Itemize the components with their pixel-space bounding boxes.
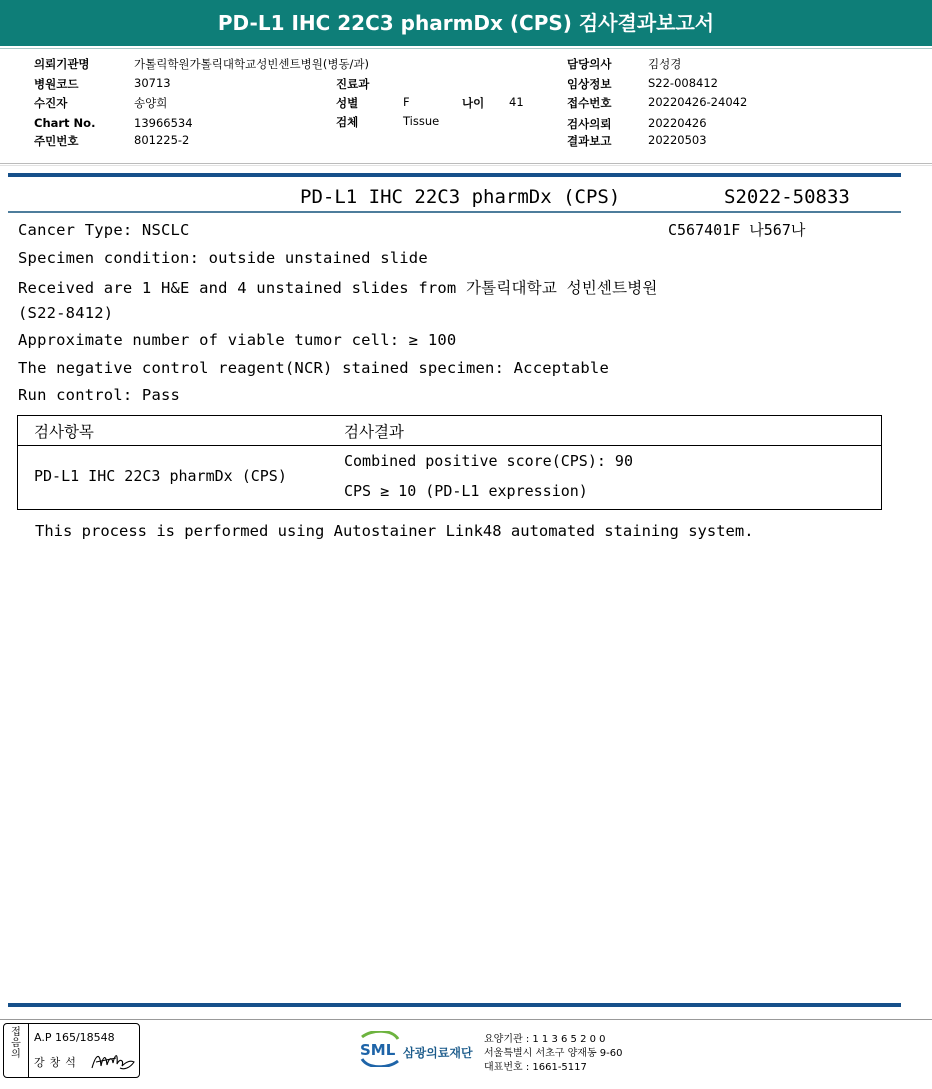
report-test-title: PD-L1 IHC 22C3 pharmDx (CPS) [300,186,621,208]
specimen-value: Tissue [403,114,440,128]
sex-label: 성별 [336,96,359,110]
institution-value: 가톨릭학원가톨릭대학교성빈센트병원(병동/과) [134,57,370,71]
pathologist-stamp [3,1023,140,1078]
tumor-cell-line: Approximate number of viable tumor cell: ≥ 100 [18,331,457,349]
signature-image [90,1048,138,1074]
request-date-value: 20220426 [648,116,707,130]
id-number-value: 801225-2 [134,133,190,147]
dept-label: 진료과 [336,77,370,91]
chart-no-label: Chart No. [34,116,96,130]
table-cell-cps: Combined positive score(CPS): 90 [344,452,633,470]
patient-info-section [0,56,932,156]
age-label: 나이 [462,96,485,110]
receipt-no-label: 접수번호 [567,96,612,110]
stamp-vertical-text: 접 음 의 [11,1027,21,1060]
clinical-info-value: S22-008412 [648,76,718,90]
divider [0,165,932,166]
report-number: S2022-50833 [724,186,850,208]
sml-logo [358,1031,402,1071]
reference-number-line: (S22-8412) [18,304,114,322]
doctor-label: 담당의사 [567,57,612,71]
stamp-doctor-name: 강창석 [34,1056,81,1069]
table-cell-expression: CPS ≥ 10 (PD-L1 expression) [344,482,588,500]
institution-label: 의뢰기관명 [34,57,90,71]
table-header-result: 검사결과 [344,423,404,441]
report-title-rule [8,211,901,213]
table-cell-item: PD-L1 IHC 22C3 pharmDx (CPS) [34,467,287,485]
sex-value: F [403,95,410,109]
report-date-label: 결과보고 [567,134,612,148]
sml-logo-mark [358,1031,402,1067]
run-control-line: Run control: Pass [18,386,181,404]
foundation-address [484,1033,623,1075]
table-header-divider [18,445,881,446]
phone-line: 대표번호 : 1661-5117 [484,1062,587,1073]
table-header-item: 검사항목 [34,423,94,441]
request-date-label: 검사의뢰 [567,117,612,131]
stamp-vertical-label [4,1024,29,1077]
report-title-bar [0,0,932,46]
divider [0,163,932,164]
patient-value: 송양희 [134,96,168,110]
report-body [0,168,932,1013]
ncr-line: The negative control reagent(NCR) stained specimen: Acceptable [18,359,609,377]
specimen-label: 검체 [336,115,359,129]
report-code: C567401F 나567나 [668,221,806,239]
institution-code: 요양기관 : 1 1 3 6 5 2 0 0 [484,1034,606,1045]
report-bottom-rule [8,1003,901,1007]
cancer-type-line: Cancer Type: NSCLC [18,221,190,239]
hospital-code-value: 30713 [134,76,171,90]
received-slides-line: Received are 1 H&E and 4 unstained slides from 가톨릭대학교 성빈센트병원 [18,279,658,297]
report-date-value: 20220503 [648,133,707,147]
page-title: PD-L1 IHC 22C3 pharmDx (CPS) 검사결과보고서 [217,11,715,35]
address-line: 서울특별시 서초구 양재동 9-60 [484,1048,623,1059]
specimen-condition-line: Specimen condition: outside unstained slide [18,249,428,267]
stamp-ap-number: A.P 165/18548 [34,1031,115,1044]
logo-mark-text: SML [360,1041,396,1059]
doctor-value: 김성경 [648,57,682,71]
footer-divider [0,1019,932,1020]
patient-label: 수진자 [34,96,68,110]
receipt-no-value: 20220426-24042 [648,95,748,109]
chart-no-value: 13966534 [134,116,193,130]
process-note: This process is performed using Autostainer Link48 automated staining system. [35,522,754,540]
report-top-rule [8,173,901,177]
age-value: 41 [509,95,524,109]
hospital-code-label: 병원코드 [34,77,79,91]
id-number-label: 주민번호 [34,134,79,148]
result-table [17,415,882,510]
foundation-name: 삼광의료재단 [403,1046,473,1060]
clinical-info-label: 임상정보 [567,77,612,91]
